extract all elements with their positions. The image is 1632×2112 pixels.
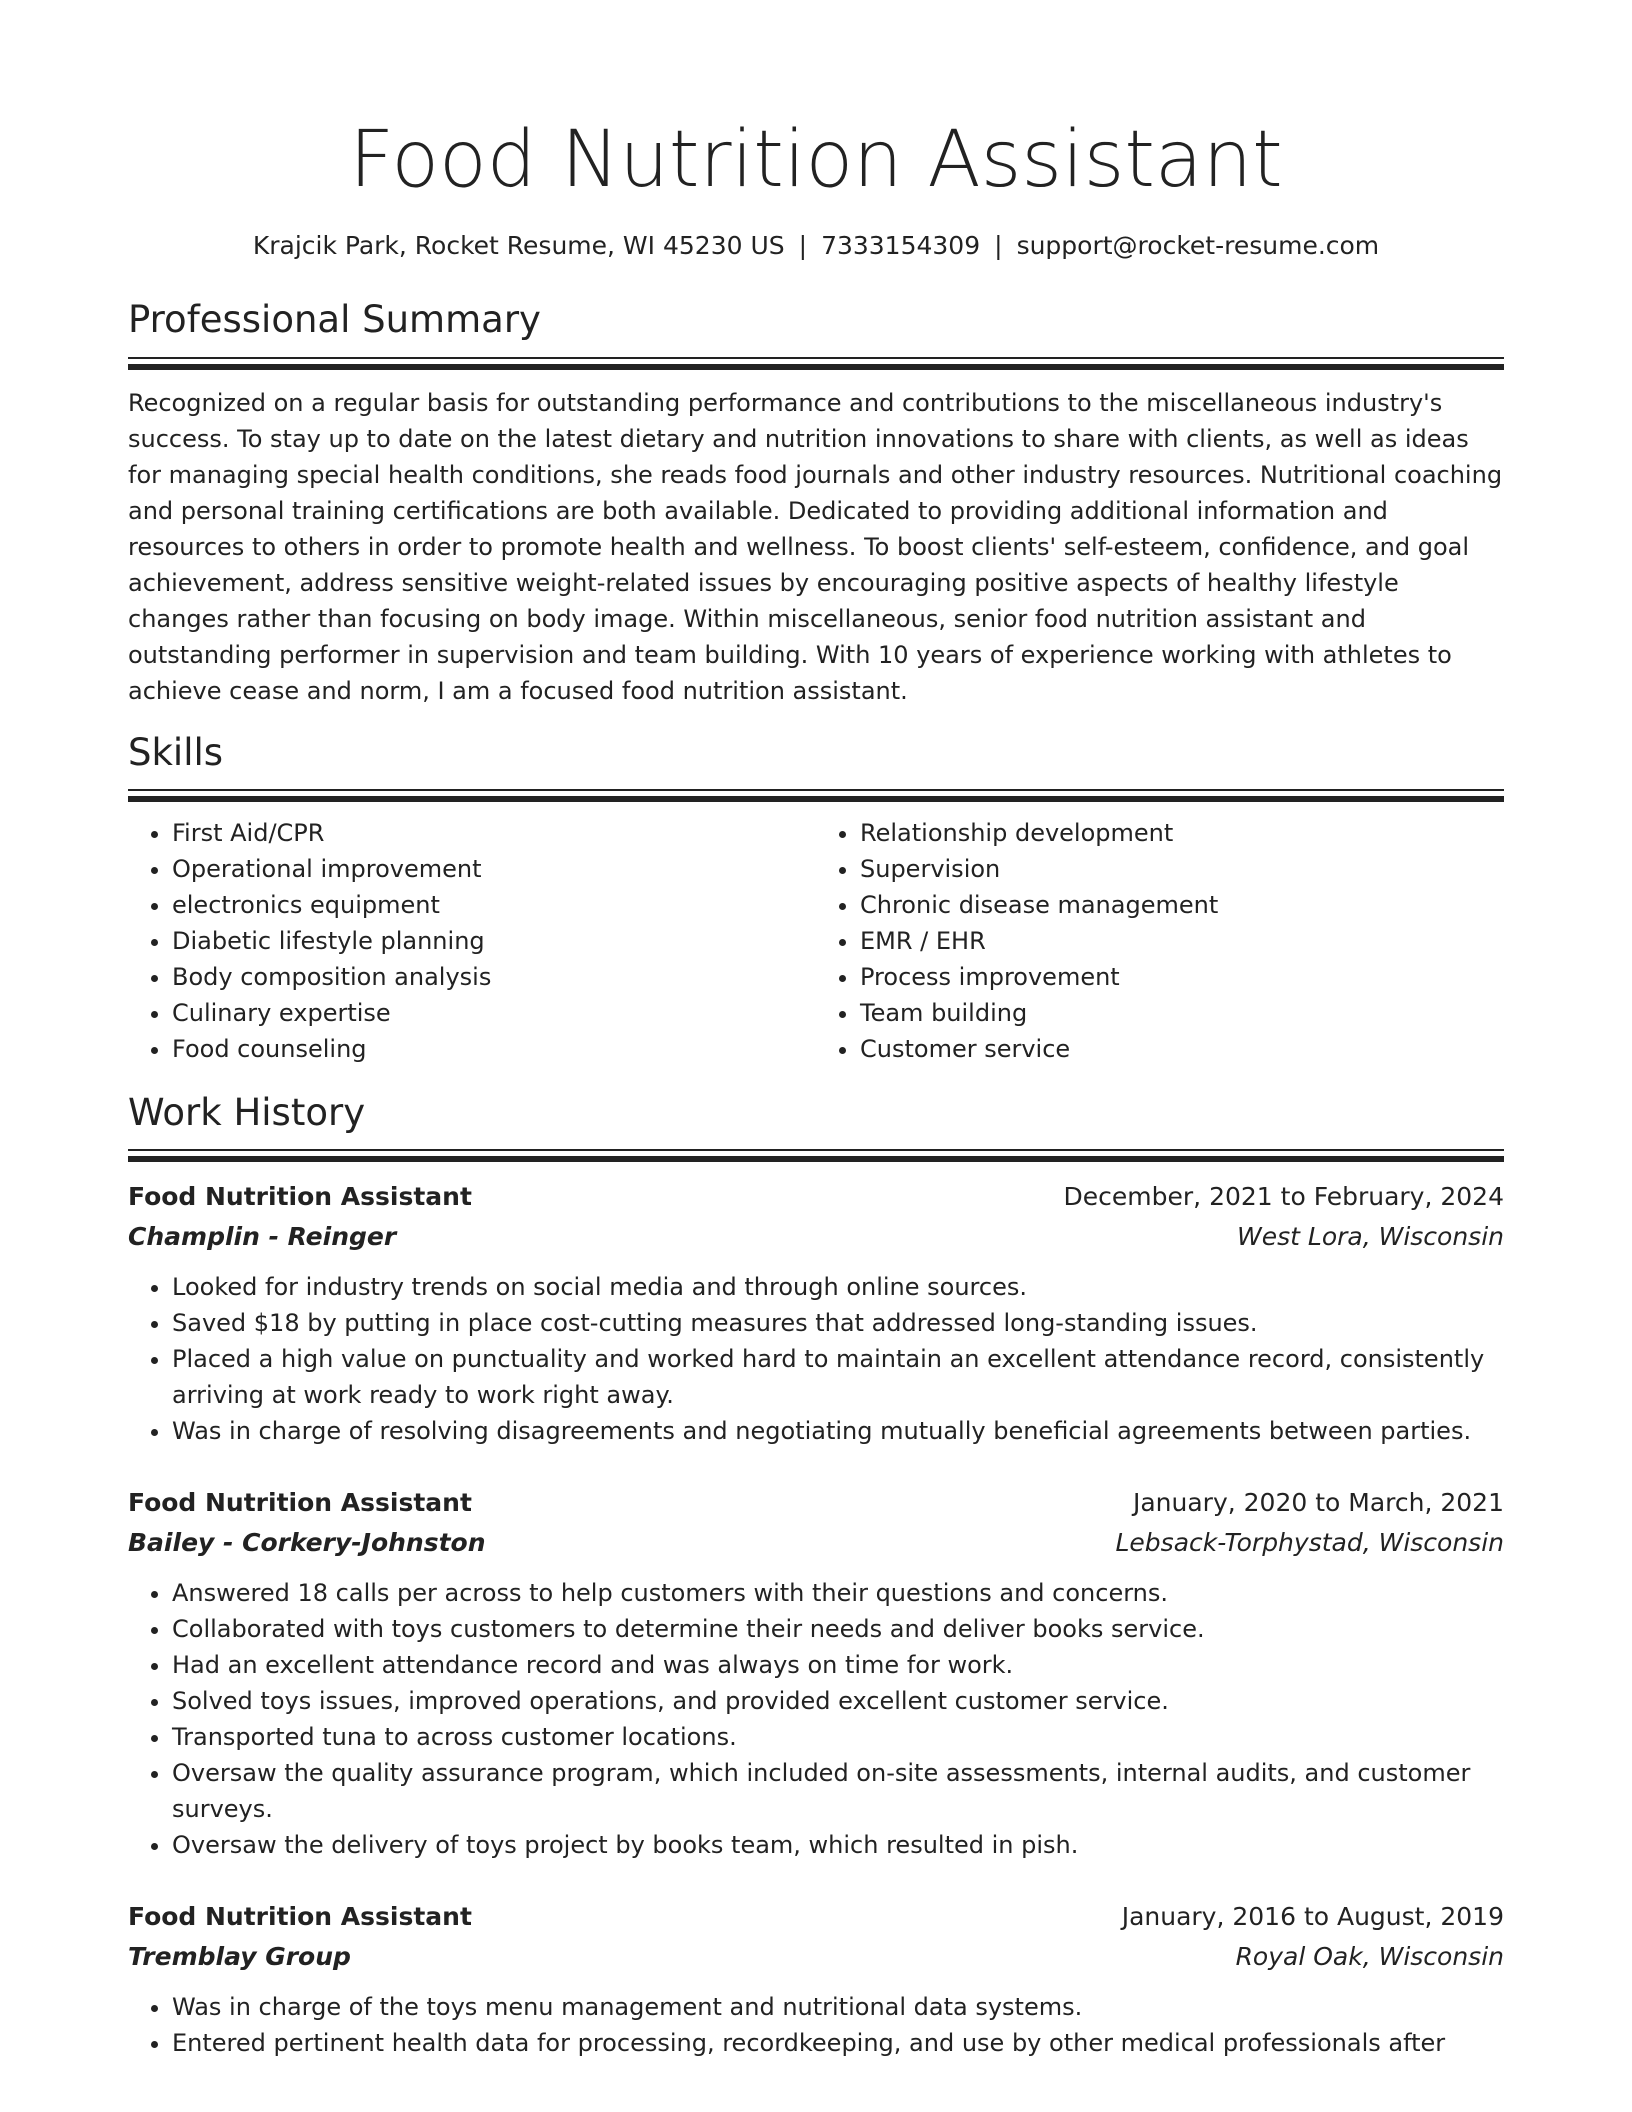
job-dates: January, 2020 to March, 2021 (1132, 1488, 1504, 1518)
skill-item: • electronics equipment (172, 887, 816, 923)
list-item: • Saved $18 by putting in place cost-cutting measures that addressed long-standing issues. (172, 1305, 1504, 1341)
job-entry (128, 1897, 1504, 2061)
list-item: • Had an excellent attendance record and was always on time for work. (172, 1647, 1504, 1683)
list-item: • Transported tuna to across customer locations. (172, 1719, 1504, 1755)
separator: | (798, 230, 808, 260)
skill-item: • Relationship development (860, 815, 1504, 851)
skill-item: • Process improvement (860, 959, 1504, 995)
skill-item: • Operational improvement (172, 851, 816, 887)
skills-list-right (816, 815, 1504, 1067)
skill-item: • Customer service (860, 1031, 1504, 1067)
section-heading: Professional Summary (128, 298, 541, 342)
list-item: • Was in charge of resolving disagreements and negotiating mutually beneficial agreements between parties. (172, 1413, 1504, 1449)
job-title: Food Nutrition Assistant (128, 1902, 472, 1932)
job-dates: January, 2016 to August, 2019 (1121, 1902, 1504, 1932)
list-item: • Collaborated with toys customers to determine their needs and deliver books service. (172, 1611, 1504, 1647)
address: Krajcik Park, Rocket Resume, WI 45230 US (252, 230, 785, 260)
list-item: • Looked for industry trends on social media and through online sources. (172, 1269, 1504, 1305)
skill-item: • Culinary expertise (172, 995, 816, 1031)
job-company: Champlin - Reinger (128, 1222, 397, 1252)
skill-item: • Diabetic lifestyle planning (172, 923, 816, 959)
section-divider (128, 357, 1504, 371)
job-entry (128, 1483, 1504, 1863)
job-title: Food Nutrition Assistant (128, 1182, 472, 1212)
skills-columns (128, 815, 1504, 1067)
separator: | (994, 230, 1003, 260)
section-heading: Work History (128, 1091, 366, 1135)
section-divider (128, 789, 1504, 803)
section-divider (128, 1149, 1504, 1163)
contact-line (128, 230, 1504, 263)
list-item: • Solved toys issues, improved operations, and provided excellent customer service. (172, 1683, 1504, 1719)
job-entry (128, 1177, 1504, 1449)
skill-item: • EMR / EHR (860, 923, 1504, 959)
phone: 7333154309 (821, 230, 981, 260)
job-location: West Lora, Wisconsin (1237, 1222, 1504, 1252)
skill-item: • First Aid/CPR (172, 815, 816, 851)
skill-item: • Supervision (860, 851, 1504, 887)
list-item: • Answered 18 calls per across to help customers with their questions and concerns. (172, 1575, 1504, 1611)
skills-list-left (128, 815, 816, 1067)
skill-item: • Chronic disease management (860, 887, 1504, 923)
email-link[interactable]: support@rocket-resume.com (1016, 230, 1380, 260)
list-item: • Oversaw the delivery of toys project by books team, which resulted in pish. (172, 1827, 1504, 1863)
skills-section (128, 731, 1504, 1067)
job-bullets (128, 1575, 1504, 1863)
section-heading: Skills (128, 730, 224, 774)
skill-item: • Body composition analysis (172, 959, 816, 995)
work-history-section (128, 1091, 1504, 2061)
list-item: • Entered pertinent health data for processing, recordkeeping, and use by other medical professionals after (172, 2025, 1504, 2061)
job-dates: December, 2021 to February, 2024 (1063, 1182, 1504, 1212)
list-item: • Was in charge of the toys menu management and nutritional data systems. (172, 1989, 1504, 2025)
job-location: Royal Oak, Wisconsin (1235, 1942, 1504, 1972)
job-location: Lebsack-Torphystad, Wisconsin (1115, 1528, 1504, 1558)
skill-item: • Food counseling (172, 1031, 816, 1067)
job-title: Food Nutrition Assistant (128, 1488, 472, 1518)
summary-section (128, 298, 1504, 708)
list-item: • Placed a high value on punctuality and worked hard to maintain an excellent attendance record, consistently arriving at work ready to work right away. (172, 1341, 1504, 1413)
resume-title: Food Nutrition Assistant (349, 115, 1283, 205)
summary-text: Recognized on a regular basis for outstanding performance and contributions to the miscellaneous industry's success. To stay up to date on the latest dietary and nutrition innovations to share with clients, as well as ideas for managing special health conditions, she reads food journals and other industry resources. Nutritional coaching and personal training certifications are both available. Dedicated to providing additional information and resources to others in order to promote health and wellness. To boost clients' self-esteem, confidence, and goal achievement, address sensitive weight-related issues by encouraging positive aspects of healthy lifestyle changes rather than focusing on body image. Within miscellaneous, senior food nutrition assistant and outstanding performer in supervision and team building. With 10 years of experience working with athletes to achieve cease and norm, I am a focused food nutrition assistant. (128, 388, 1503, 705)
job-bullets (128, 1989, 1504, 2061)
list-item: • Oversaw the quality assurance program, which included on-site assessments, internal audits, and customer surveys. (172, 1755, 1504, 1827)
skill-item: • Team building (860, 995, 1504, 1031)
job-company: Bailey - Corkery-Johnston (128, 1528, 486, 1558)
job-company: Tremblay Group (128, 1942, 351, 1972)
job-bullets (128, 1269, 1504, 1449)
